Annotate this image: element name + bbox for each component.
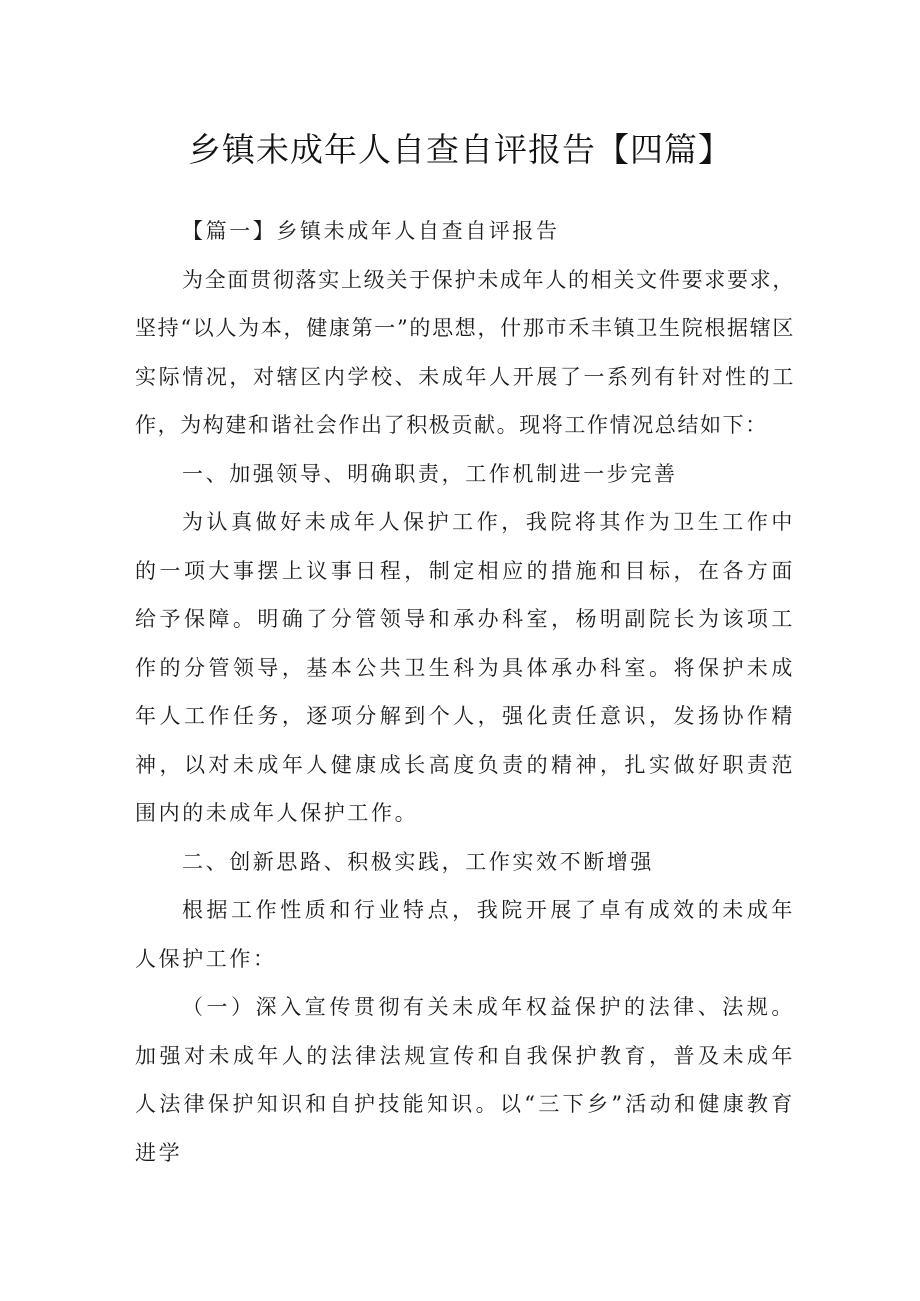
document-title: 乡镇未成年人自查自评报告【四篇】 bbox=[188, 130, 732, 169]
body-paragraph-publicity: （一）深入宣传贯彻有关未成年权益保护的法律、法规。加强对未成年人的法律法规宣传和自我保护教育，普及未成年人法律保护知识和自护技能知识。以“三下乡”活动和健康教育进学 bbox=[135, 995, 795, 1165]
section-heading-one: 一、加强领导、明确职责，工作机制进一步完善 bbox=[182, 461, 678, 486]
document-body bbox=[135, 207, 795, 1177]
section-heading-part-one: 【篇一】乡镇未成年人自查自评报告 bbox=[182, 219, 560, 243]
body-paragraph-work-nature: 根据工作性质和行业特点，我院开展了卓有成效的未成年人保护工作： bbox=[135, 898, 795, 971]
body-paragraph-leadership: 为认真做好未成年人保护工作，我院将其作为卫生工作中的一项大事摆上议事日程，制定相应的措施和目标，在各方面给予保障。明确了分管领导和承办科室，杨明副院长为该项工作的分管领导，基本公共卫生科为具体承办科室。将保护未成年人工作任务，逐项分解到个人，强化责任意识，发扬协作精神，以对未成年人健康成长高度负责的精神，扎实做好职责范围内的未成年人保护工作。 bbox=[135, 510, 795, 825]
body-paragraph-intro: 为全面贯彻落实上级关于保护未成年人的相关文件要求要求，坚持“以人为本，健康第一”的思想，什那市禾丰镇卫生院根据辖区实际情况，对辖区内学校、未成年人开展了一系列有针对性的工作，为构建和谐社会作出了积极贡献。现将工作情况总结如下： bbox=[135, 267, 795, 437]
section-heading-two: 二、创新思路、积极实践，工作实效不断增强 bbox=[182, 849, 654, 874]
